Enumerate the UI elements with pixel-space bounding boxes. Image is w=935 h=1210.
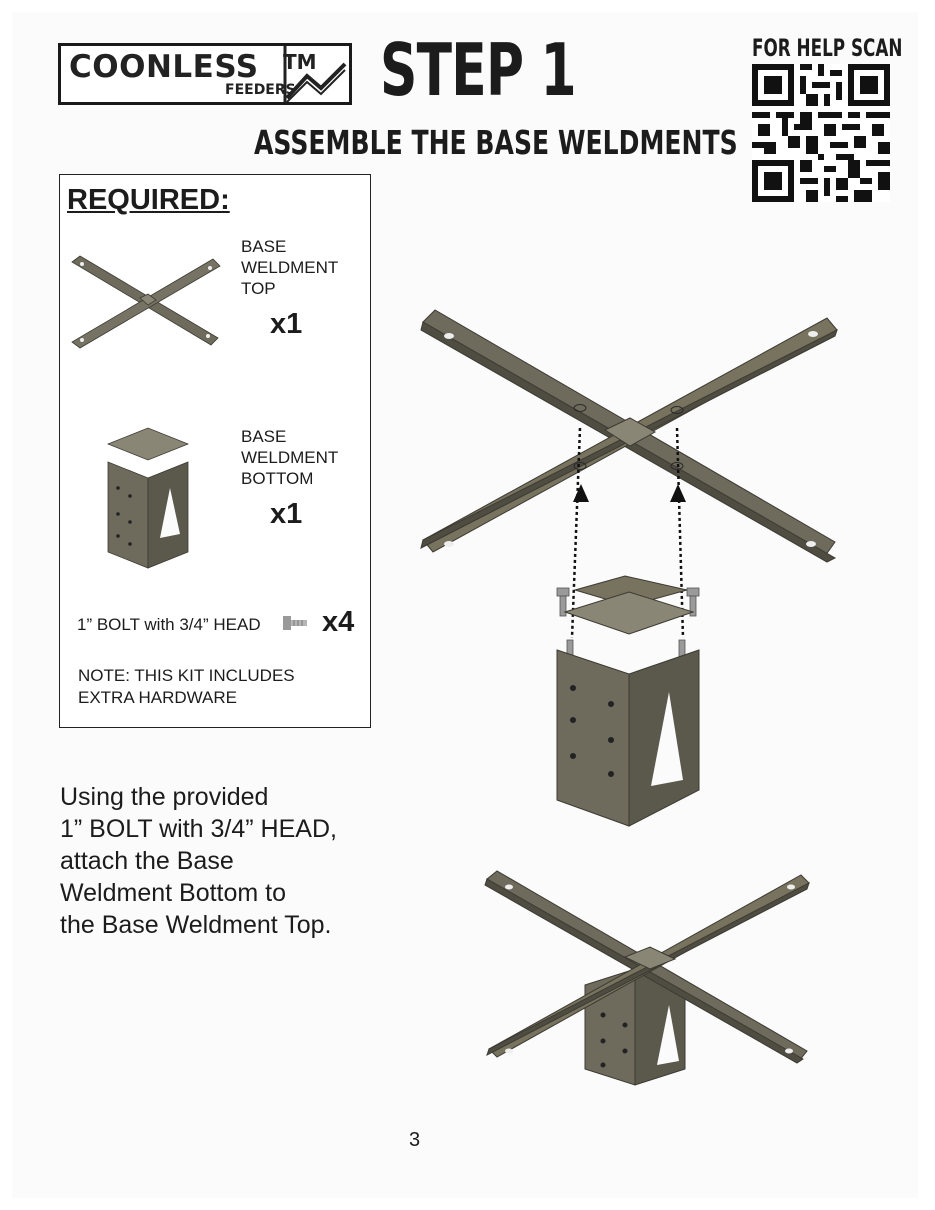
assembly-instructions [60,781,380,941]
page-number: 3 [409,1129,421,1151]
item-label-line: WELDMENT [241,448,339,467]
instruction-line: Using the provided [60,783,269,811]
exploded-assembly-diagram [415,300,845,830]
required-title: REQUIRED: [67,184,230,216]
base-weldment-bottom-icon [100,418,195,573]
qr-code-icon[interactable] [752,64,890,202]
item-label-line: TOP [241,279,276,298]
logo-subtext: FEEDERS [225,82,296,98]
step-title: STEP 1 [380,28,576,112]
instruction-line: the Base Weldment Top. [60,911,332,939]
item-label-line: BASE [241,237,287,256]
item-label-line: BOTTOM [241,469,314,488]
logo-trademark: TM [283,50,317,74]
item-qty-bolt: x4 [322,606,355,638]
note-line: NOTE: THIS KIT INCLUDES [78,666,295,685]
note-line: EXTRA HARDWARE [78,688,238,707]
logo-mountain-icon [283,46,349,102]
bolt-icon [283,614,309,632]
item-label-weldment-bottom [241,426,338,489]
item-label-line: WELDMENT [241,258,339,277]
item-label-weldment-top [241,236,338,299]
hardware-note [78,665,295,709]
base-weldment-top-icon [68,250,223,350]
assembled-weldment-diagram [485,865,815,1095]
logo-wordmark: COONLESS [69,49,259,85]
instruction-line: attach the Base [60,847,234,875]
item-label-bolt: 1” BOLT with 3/4” HEAD [77,615,261,634]
page-subtitle: ASSEMBLE THE BASE WELDMENTS [254,123,738,162]
help-scan-label: FOR HELP SCAN [752,34,903,62]
instruction-line: 1” BOLT with 3/4” HEAD, [60,815,337,843]
instruction-line: Weldment Bottom to [60,879,287,907]
coonless-feeders-logo [58,43,352,105]
item-qty-weldment-top: x1 [270,308,303,340]
item-qty-weldment-bottom: x1 [270,498,303,530]
item-label-line: BASE [241,427,287,446]
